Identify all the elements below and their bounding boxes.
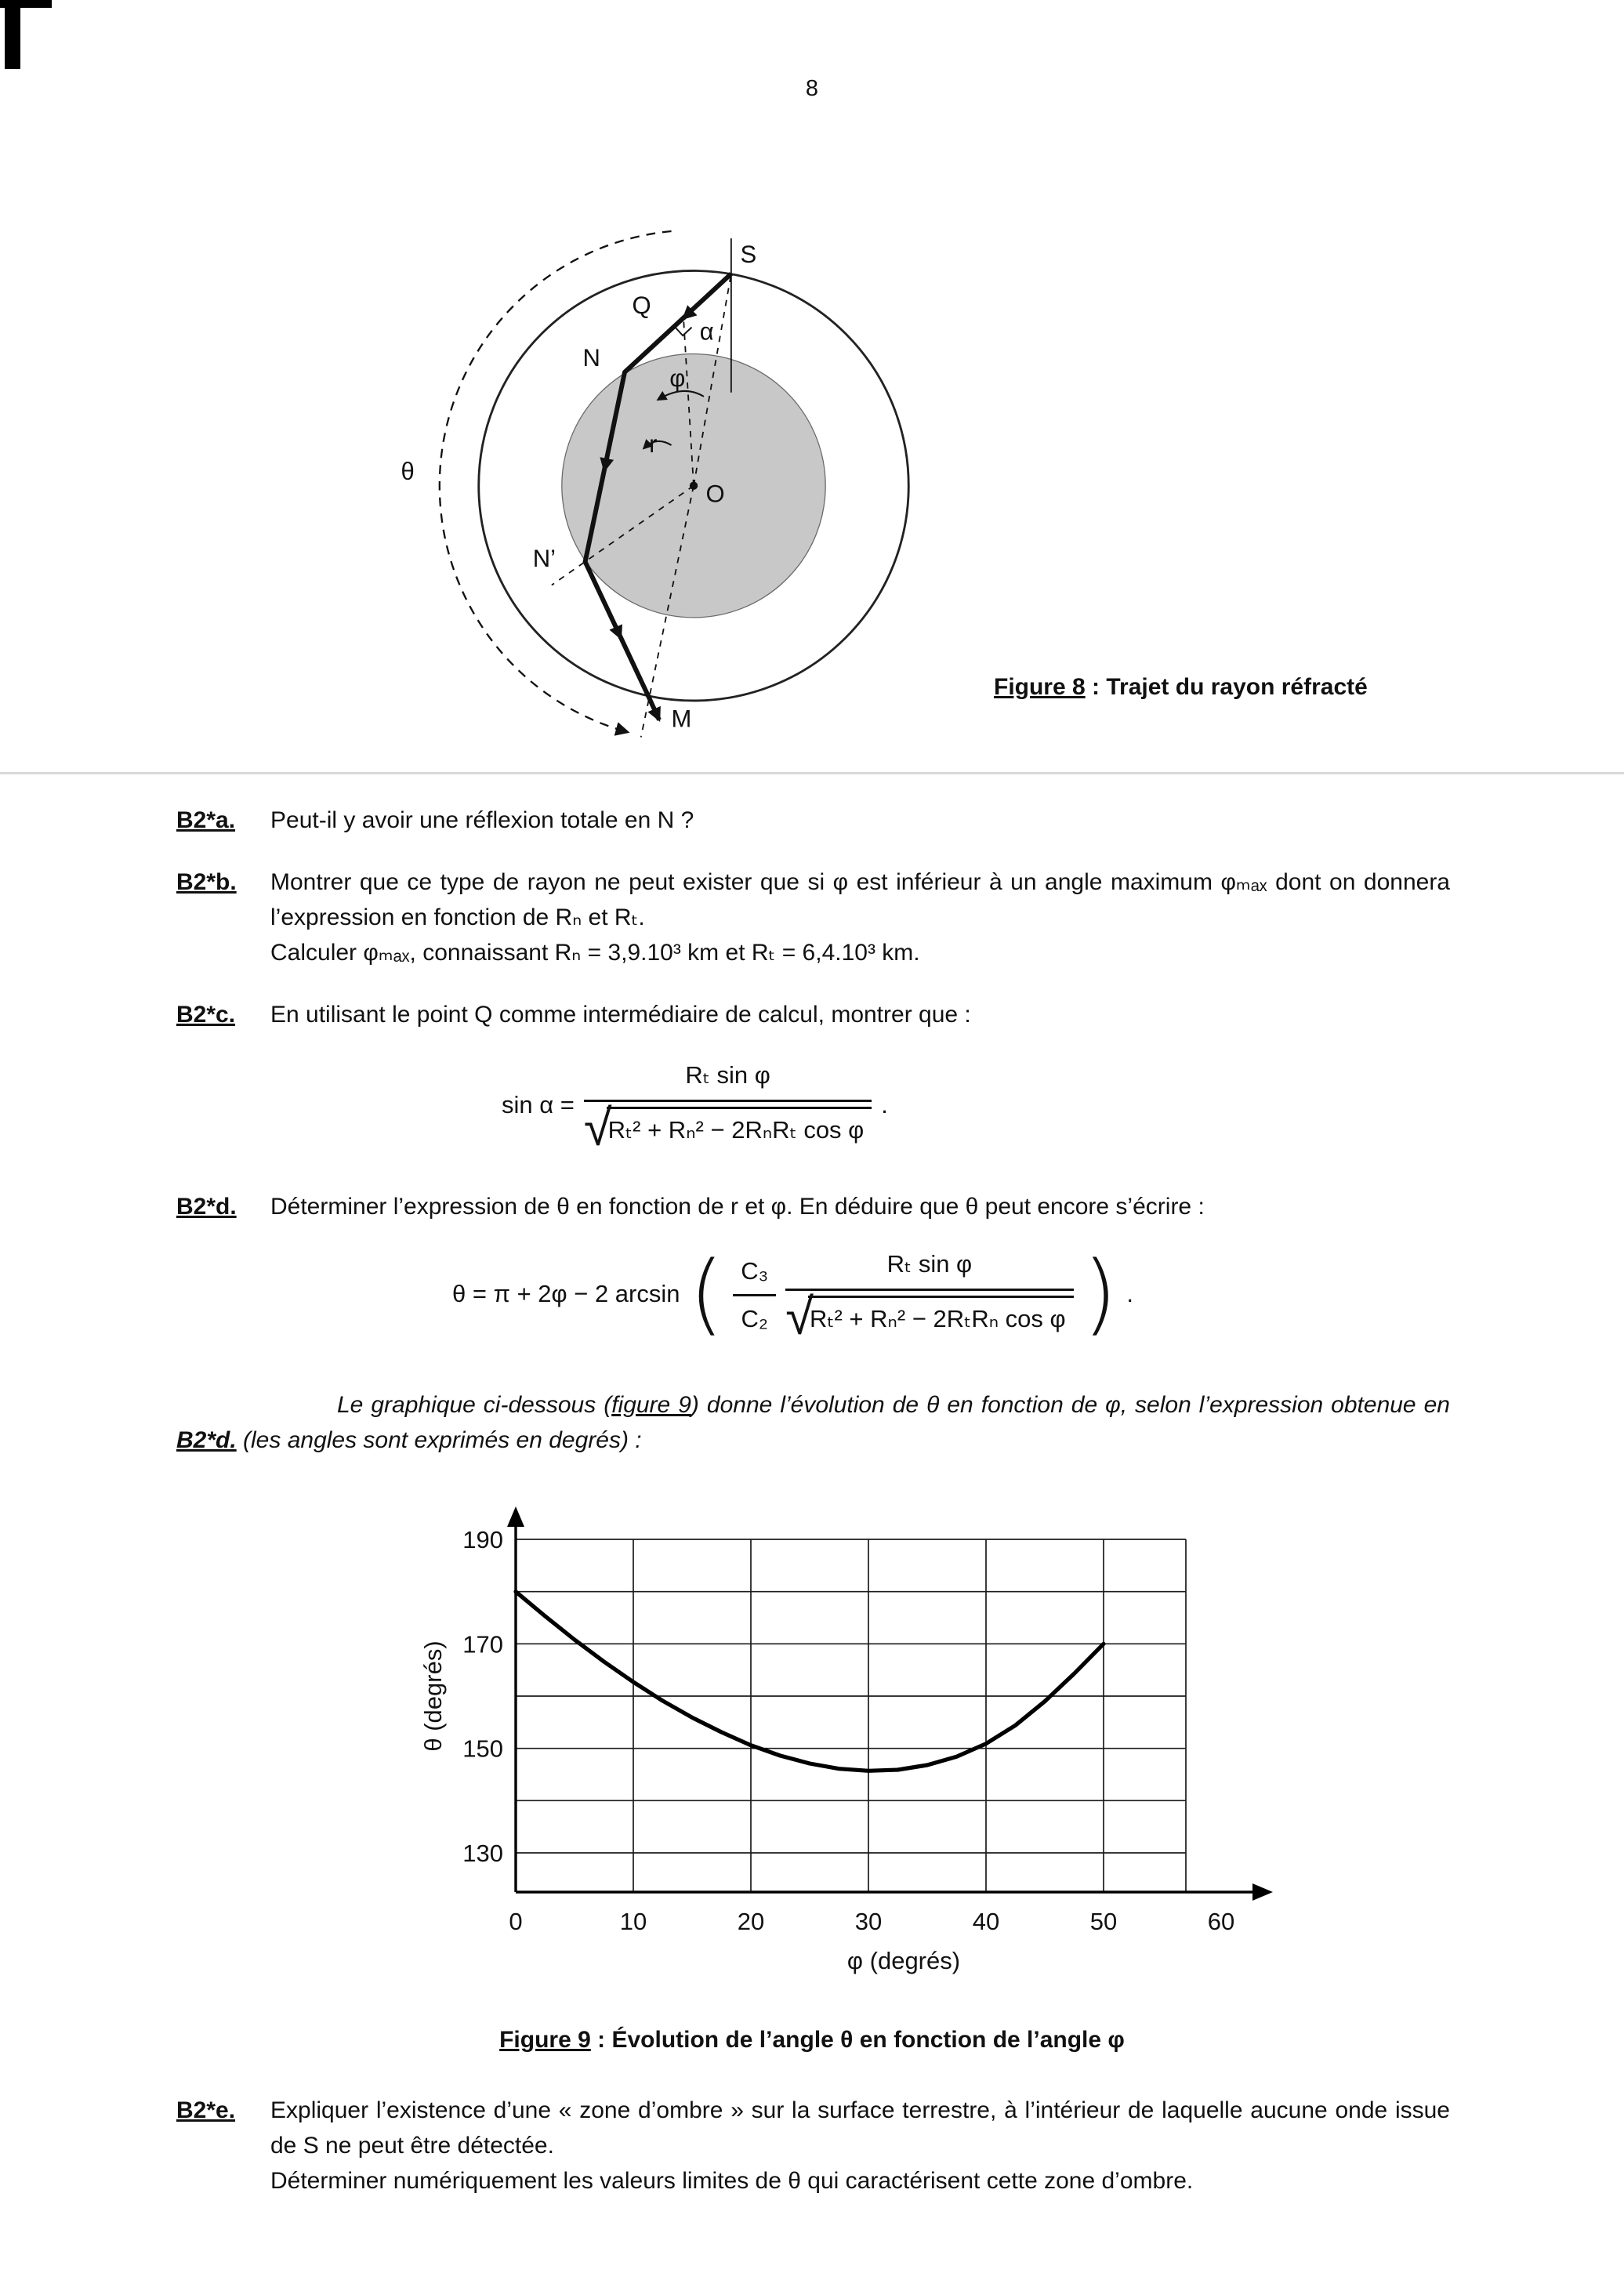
- x-tick-label: 10: [619, 1907, 647, 1935]
- fraction-numerator: Rₜ sin φ: [785, 1245, 1073, 1292]
- y-tick-label: 150: [462, 1735, 503, 1763]
- equation-b2d: [452, 1242, 1450, 1345]
- x-tick-label: 30: [854, 1907, 883, 1935]
- question-b2e: [176, 2093, 1450, 2199]
- sqrt-symbol: √: [785, 1288, 814, 1345]
- figure8-caption-title: Figure 8: [994, 673, 1086, 700]
- figure8: [0, 121, 1624, 787]
- label-M: M: [671, 705, 692, 733]
- question-text: Peut-il y avoir une réflexion totale en N ?: [270, 807, 694, 833]
- question-id: B2*a.: [176, 807, 236, 833]
- theta-curve: [516, 1591, 1104, 1771]
- question-paragraph: Montrer que ce type de rayon ne peut exister que si φ est inférieur à un angle maximum φₘₐₓ dont on donnera l’expression en fonction de Rₙ et Rₜ.: [270, 868, 1450, 930]
- x-tick-label: 0: [509, 1907, 523, 1935]
- intro-text: ) donne l’évolution de θ en fonction de φ, selon l’expression obtenue en: [691, 1391, 1450, 1418]
- equation-lhs: θ = π + 2φ − 2 arcsin: [452, 1280, 680, 1308]
- label-r: r: [649, 430, 658, 458]
- b2d-reference: B2*d.: [176, 1426, 237, 1453]
- question-id: B2*c.: [176, 1001, 236, 1028]
- figure8-caption: [994, 669, 1368, 705]
- equation-period: .: [881, 1091, 888, 1119]
- fraction-numerator: Rₜ sin φ: [584, 1056, 872, 1103]
- figure8-caption-text: : Trajet du rayon réfracté: [1085, 673, 1368, 700]
- y-tick-label: 170: [462, 1629, 503, 1658]
- fraction: [584, 1056, 872, 1156]
- y-tick-label: 190: [462, 1525, 503, 1553]
- fraction-denominator: C₂: [741, 1305, 768, 1332]
- question-b2d: [176, 1189, 1450, 1351]
- question-paragraph: Déterminer numériquement les valeurs limites de θ qui caractérisent cette zone d’ombre.: [270, 2167, 1194, 2194]
- label-theta: θ: [401, 457, 415, 485]
- label-phi: φ: [669, 364, 686, 392]
- figure9-caption-text: : Évolution de l’angle θ en fonction de l’angle φ: [590, 2026, 1125, 2053]
- questions-section: [176, 2093, 1450, 2199]
- label-S: S: [740, 240, 757, 268]
- ray-arrow: [683, 311, 691, 318]
- sqrt-radicand: Rₜ² + Rₙ² − 2RₙRₜ cos φ: [607, 1107, 872, 1151]
- fraction-denominator: [785, 1288, 1073, 1345]
- scan-artifact: [0, 0, 52, 8]
- question-text: [270, 865, 1450, 970]
- intro-text: Le graphique ci-dessous (: [337, 1391, 612, 1418]
- page-number: 8: [805, 76, 819, 101]
- ray-arrow: [617, 629, 621, 638]
- figure8-diagram: [349, 121, 1039, 759]
- question-text: [270, 997, 1450, 1162]
- figure9-reference: figure 9: [611, 1391, 691, 1418]
- fraction-numerator: C₃: [733, 1252, 776, 1297]
- x-tick-label: 60: [1207, 1907, 1235, 1935]
- question-paragraph: Calculer φₘₐₓ, connaissant Rₙ = 3,9.10³ km et Rₜ = 6,4.10³ km.: [270, 939, 920, 966]
- question-id: B2*b.: [176, 868, 237, 895]
- label-N-prime: N’: [532, 544, 556, 572]
- sqrt-symbol: √: [583, 1099, 612, 1156]
- y-tick-label: 130: [462, 1839, 503, 1867]
- y-axis-label: θ (degrés): [419, 1640, 447, 1752]
- question-b2b: [176, 865, 1450, 970]
- fraction-c3-c2: [733, 1252, 776, 1338]
- intro-text: (les angles sont exprimés en degrés) :: [236, 1426, 642, 1453]
- figure9-caption: [0, 2022, 1624, 2057]
- center-point-O: [690, 481, 698, 489]
- ray-arrow: [604, 460, 607, 470]
- x-tick-label: 50: [1089, 1907, 1118, 1935]
- open-parenthesis: (: [689, 1242, 724, 1345]
- y-axis-arrow: [507, 1506, 524, 1527]
- question-paragraph: Déterminer l’expression de θ en fonction de r et φ. En déduire que θ peut encore s’écrire :: [270, 1193, 1205, 1220]
- equation-period: .: [1126, 1280, 1133, 1308]
- x-tick-label: 20: [737, 1907, 765, 1935]
- scan-artifact: [5, 8, 20, 69]
- label-N: N: [582, 343, 600, 372]
- question-text: [270, 1189, 1450, 1351]
- right-angle-marker: [675, 326, 692, 335]
- equation-b2c: [502, 1056, 1450, 1156]
- questions-section: [176, 803, 1450, 1351]
- figure9-chart: [398, 1492, 1307, 1994]
- x-tick-label: 40: [972, 1907, 1000, 1935]
- question-b2a: [176, 803, 1450, 838]
- question-id: B2*e.: [176, 2097, 236, 2123]
- label-alpha: α: [699, 317, 714, 345]
- close-parenthesis: ): [1082, 1242, 1118, 1345]
- figure9: [398, 1492, 1624, 1994]
- x-axis-arrow: [1252, 1883, 1273, 1901]
- label-O: O: [705, 479, 725, 507]
- equation-lhs: sin α =: [502, 1091, 575, 1119]
- question-paragraph: Expliquer l’existence d’une « zone d’ombre » sur la surface terrestre, à l’intérieur de laquelle aucune onde issue de S ne peut être détectée.: [270, 2097, 1450, 2159]
- question-b2c: [176, 997, 1450, 1162]
- fraction-denominator: [583, 1099, 872, 1156]
- fraction: [785, 1245, 1073, 1345]
- question-id: B2*d.: [176, 1193, 237, 1220]
- question-text: [270, 2093, 1450, 2199]
- question-paragraph: En utilisant le point Q comme intermédiaire de calcul, montrer que :: [270, 1001, 971, 1028]
- label-Q: Q: [632, 291, 651, 319]
- sqrt-radicand: Rₜ² + Rₙ² − 2RₜRₙ cos φ: [808, 1296, 1074, 1339]
- figure9-caption-title: Figure 9: [499, 2026, 591, 2053]
- intro-paragraph: [176, 1387, 1450, 1458]
- x-axis-label: φ (degrés): [846, 1946, 961, 1974]
